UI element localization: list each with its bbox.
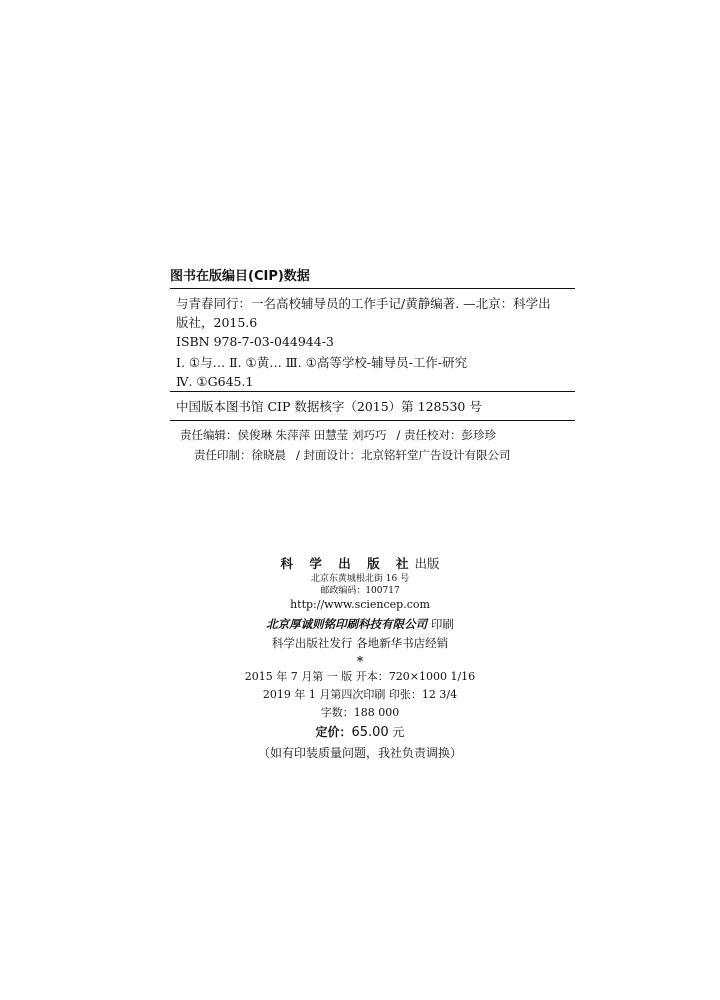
publisher-postcode: 邮政编码：100717 bbox=[320, 586, 400, 596]
proofreader-name: 彭珍珍 bbox=[461, 428, 496, 442]
printer-name: 北京厚诚则铭印刷科技有限公司 bbox=[266, 617, 428, 631]
word-count: 字数：188 000 bbox=[320, 706, 400, 719]
publisher-address: 北京东黄城根北街 16 号 bbox=[310, 574, 410, 584]
printer-line bbox=[160, 614, 560, 634]
price-unit: 元 bbox=[388, 725, 405, 739]
chief-editor-names: 侯俊琳 朱萍萍 田慧莹 刘巧巧 bbox=[237, 428, 387, 442]
editors-row-1 bbox=[170, 425, 575, 445]
printing-line: 2019 年 1 月第四次印刷 印张：12 3/4 bbox=[262, 688, 458, 701]
cip-catalog-number: 中国版本图书馆 CIP 数据核字（2015）第 128530 号 bbox=[176, 399, 482, 414]
distribution-line: 科学出版社发行 各地新华书店经销 bbox=[271, 636, 449, 650]
cip-entry-line-1: 与青春同行：一名高校辅导员的工作手记/黄静编著. —北京：科学出 bbox=[176, 296, 551, 311]
separator-star: * bbox=[356, 654, 364, 668]
proofreader-label: / 责任校对： bbox=[396, 428, 462, 442]
price-line bbox=[160, 722, 560, 743]
edition-line: 2015 年 7 月第 一 版 开本：720×1000 1/16 bbox=[244, 670, 476, 683]
publisher-url: http://www.sciencep.com bbox=[290, 598, 430, 611]
cip-classification-line-2: Ⅳ. ①G645.1 bbox=[176, 374, 254, 389]
publisher-suffix: 出版 bbox=[414, 556, 440, 571]
cip-entry-line-2: 版社，2015.6 bbox=[176, 315, 258, 330]
cip-record bbox=[170, 289, 575, 391]
price-label: 定价： bbox=[315, 725, 352, 739]
print-supervisor-label: 责任印制： bbox=[194, 448, 252, 462]
cip-heading: 图书在版编目(CIP)数据 bbox=[170, 269, 310, 284]
print-supervisor-name: 徐晓晨 bbox=[251, 448, 286, 462]
publisher-name: 科 学 出 版 社 bbox=[280, 556, 415, 571]
cover-designer-name: 北京铭轩堂广告设计有限公司 bbox=[361, 448, 511, 462]
cover-designer-label: / 封面设计： bbox=[296, 448, 362, 462]
editors-block bbox=[170, 421, 575, 465]
quality-notice: （如有印装质量问题，我社负责调换） bbox=[257, 746, 462, 760]
publisher-line bbox=[160, 555, 560, 573]
price-value: 65.00 bbox=[351, 725, 389, 740]
chief-editor-label: 责任编辑： bbox=[180, 428, 238, 442]
cip-block bbox=[170, 268, 575, 465]
printer-suffix: 印刷 bbox=[427, 617, 454, 631]
cip-classification-line-1: Ⅰ. ①与… Ⅱ. ①黄… Ⅲ. ①高等学校-辅导员-工作-研究 bbox=[176, 355, 468, 370]
publication-block bbox=[160, 555, 560, 763]
cip-isbn: ISBN 978-7-03-044944-3 bbox=[176, 334, 334, 349]
editors-row-2 bbox=[170, 445, 575, 465]
